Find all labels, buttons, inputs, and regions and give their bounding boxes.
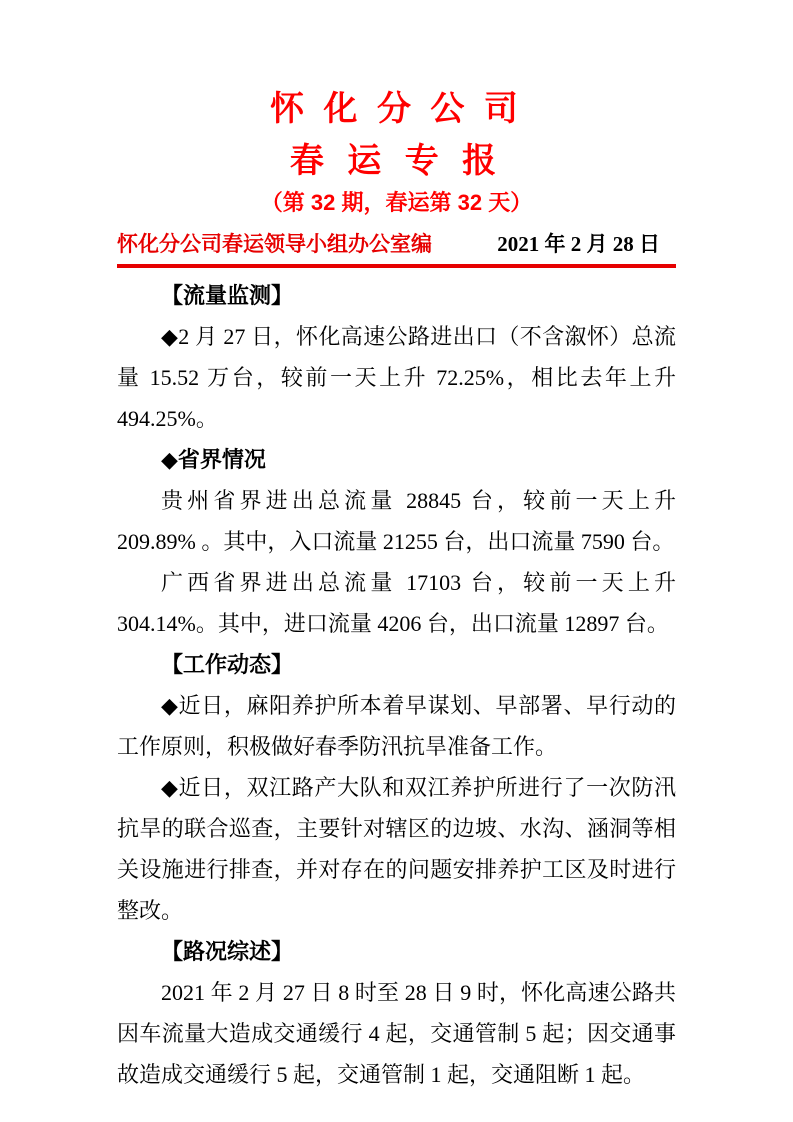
para-road-summary: 2021 年 2 月 27 日 8 时至 28 日 9 时，怀化高速公路共因车流量大造成交通缓行 4 起，交通管制 5 起；因交通事故造成交通缓行 5 起，交通管制 1 起，交通阻断 1 起。	[117, 980, 676, 1087]
section-heading-road-conditions: 【路况综述】	[161, 939, 294, 964]
issue-info: （第 32 期，春运第 32 天）	[260, 190, 533, 215]
report-title: 春 运 专 报	[289, 142, 504, 180]
subheading-province-border: ◆省界情况	[161, 447, 266, 472]
para-shuangjiang-inspection: ◆近日，双江路产大队和双江养护所进行了一次防汛抗旱的联合巡查，主要针对辖区的边坡、水沟、涵洞等相关设施进行排查，并对存在的问题安排养护工区及时进行整改。	[117, 775, 676, 923]
para-guizhou-border: 贵州省界进出总流量 28845 台，较前一天上升 209.89% 。其中，入口流量 21255 台，出口流量 7590 台。	[117, 488, 676, 554]
issue-date: 2021 年 2 月 28 日	[497, 232, 660, 256]
editor-credit: 怀化分公司春运领导小组办公室编	[117, 233, 432, 256]
document-body	[117, 275, 676, 1095]
section-heading-flow-monitoring: 【流量监测】	[161, 283, 294, 308]
company-title: 怀 化 分 公 司	[270, 90, 523, 128]
editor-row	[117, 230, 676, 259]
red-divider-line	[117, 264, 676, 268]
para-guangxi-border: 广西省界进出总流量 17103 台，较前一天上升 304.14%。其中，进口流量 4206 台，出口流量 12897 台。	[117, 570, 676, 636]
section-heading-work-updates: 【工作动态】	[161, 652, 294, 677]
para-mayang-maintenance: ◆近日，麻阳养护所本着早谋划、早部署、早行动的工作原则，积极做好春季防汛抗旱准备工作。	[117, 693, 676, 759]
para-flow-summary: ◆2 月 27 日，怀化高速公路进出口（不含溆怀）总流量 15.52 万台，较前一天上升 72.25%，相比去年上升 494.25%。	[117, 324, 676, 431]
